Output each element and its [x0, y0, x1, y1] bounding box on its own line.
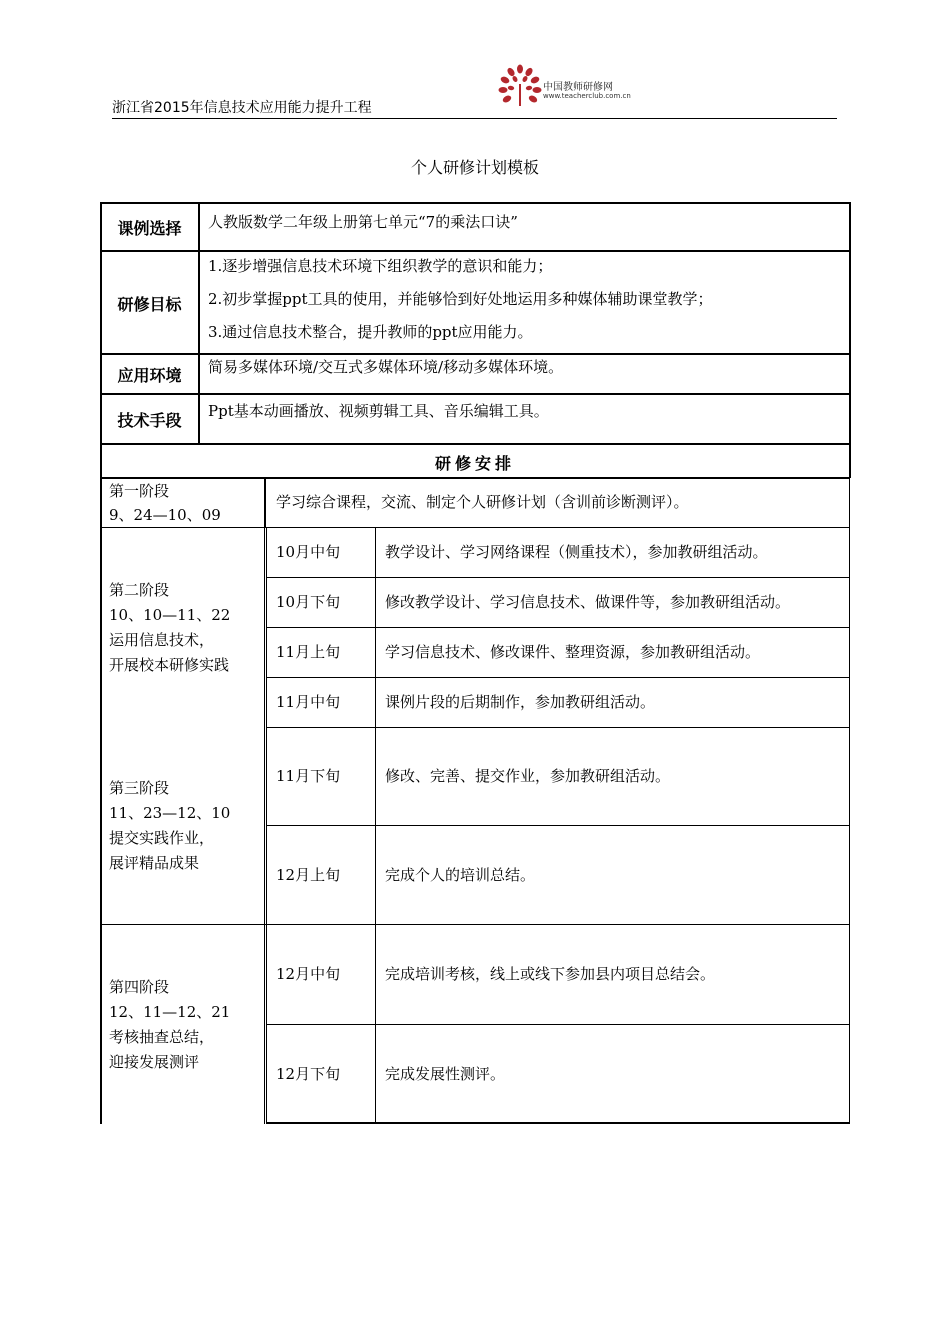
period-time: 12月中旬: [276, 965, 341, 983]
goal-line-1: 1.逐步增强信息技术环境下组织教学的意识和能力；: [208, 257, 553, 275]
stage3-name: 第三阶段: [109, 779, 170, 797]
stage1-name: 第一阶段: [109, 482, 170, 500]
stage2-desc-1: 运用信息技术，: [109, 631, 215, 649]
environment-text: 简易多媒体环境/交互式多媒体环境/移动多媒体环境。: [208, 358, 564, 376]
period-task: 修改教学设计、学习信息技术、做课件等，参加教研组活动。: [385, 593, 791, 611]
period-task: 修改、完善、提交作业，参加教研组活动。: [385, 767, 671, 785]
schedule-heading: 研修安排: [434, 454, 515, 473]
stage2-desc-2: 开展校本研修实践: [109, 656, 230, 674]
period-task: 完成培训考核，线上或线下参加县内项目总结会。: [385, 965, 716, 983]
stage4-desc-1: 考核抽查总结，: [109, 1028, 215, 1046]
logo-flower-icon: [497, 64, 543, 110]
period-time: 12月下旬: [276, 1065, 341, 1083]
period-task: 教学设计、学习网络课程（侧重技术），参加教研组活动。: [385, 543, 768, 561]
stage1-content: 学习综合课程，交流、制定个人研修计划（含训前诊断测评）。: [276, 493, 689, 511]
teacherclub-logo: [497, 64, 647, 112]
stage3-desc-2: 展评精品成果: [109, 854, 200, 872]
period-time: 11月中旬: [276, 693, 341, 711]
technique-text: Ppt基本动画播放、视频剪辑工具、音乐编辑工具。: [208, 402, 549, 420]
stage3-dates: 11、23—12、10: [109, 804, 231, 822]
header-project-title: 浙江省2015年信息技术应用能力提升工程: [112, 100, 372, 116]
case-text: 人教版数学二年级上册第七单元“7的乘法口诀”: [208, 213, 518, 231]
header-divider: [112, 118, 837, 119]
period-time: 10月中旬: [276, 543, 341, 561]
period-time: 12月上旬: [276, 866, 341, 884]
goal-line-3: 3.通过信息技术整合，提升教师的ppt应用能力。: [208, 323, 533, 341]
page-title: 个人研修计划模板: [410, 158, 539, 177]
stage3-desc-1: 提交实践作业，: [109, 829, 215, 847]
period-task: 学习信息技术、修改课件、整理资源，参加教研组活动。: [385, 643, 761, 661]
goal-line-2: 2.初步掌握ppt工具的使用，并能够恰到好处地运用多种媒体辅助课堂教学；: [208, 290, 713, 308]
stage4-desc-2: 迎接发展测评: [109, 1053, 200, 1071]
period-task: 完成发展性测评。: [385, 1065, 506, 1083]
label-environment: 应用环境: [117, 366, 182, 385]
stage4-dates: 12、11—12、21: [109, 1003, 231, 1021]
stage4-name: 第四阶段: [109, 978, 170, 996]
stage1-dates: 9、24—10、09: [109, 506, 221, 524]
label-case: 课例选择: [117, 219, 182, 238]
logo-name: 中国教师研修网: [543, 82, 613, 93]
stage2-dates: 10、10—11、22: [109, 606, 231, 624]
logo-url: www.teacherclub.com.cn: [543, 92, 631, 100]
period-task: 完成个人的培训总结。: [385, 866, 536, 884]
stage2-name: 第二阶段: [109, 581, 170, 599]
period-time: 11月下旬: [276, 767, 341, 785]
label-goals: 研修目标: [117, 295, 182, 314]
period-time: 11月上旬: [276, 643, 341, 661]
period-time: 10月下旬: [276, 593, 341, 611]
period-task: 课例片段的后期制作，参加教研组活动。: [385, 693, 656, 711]
label-technique: 技术手段: [117, 411, 182, 430]
